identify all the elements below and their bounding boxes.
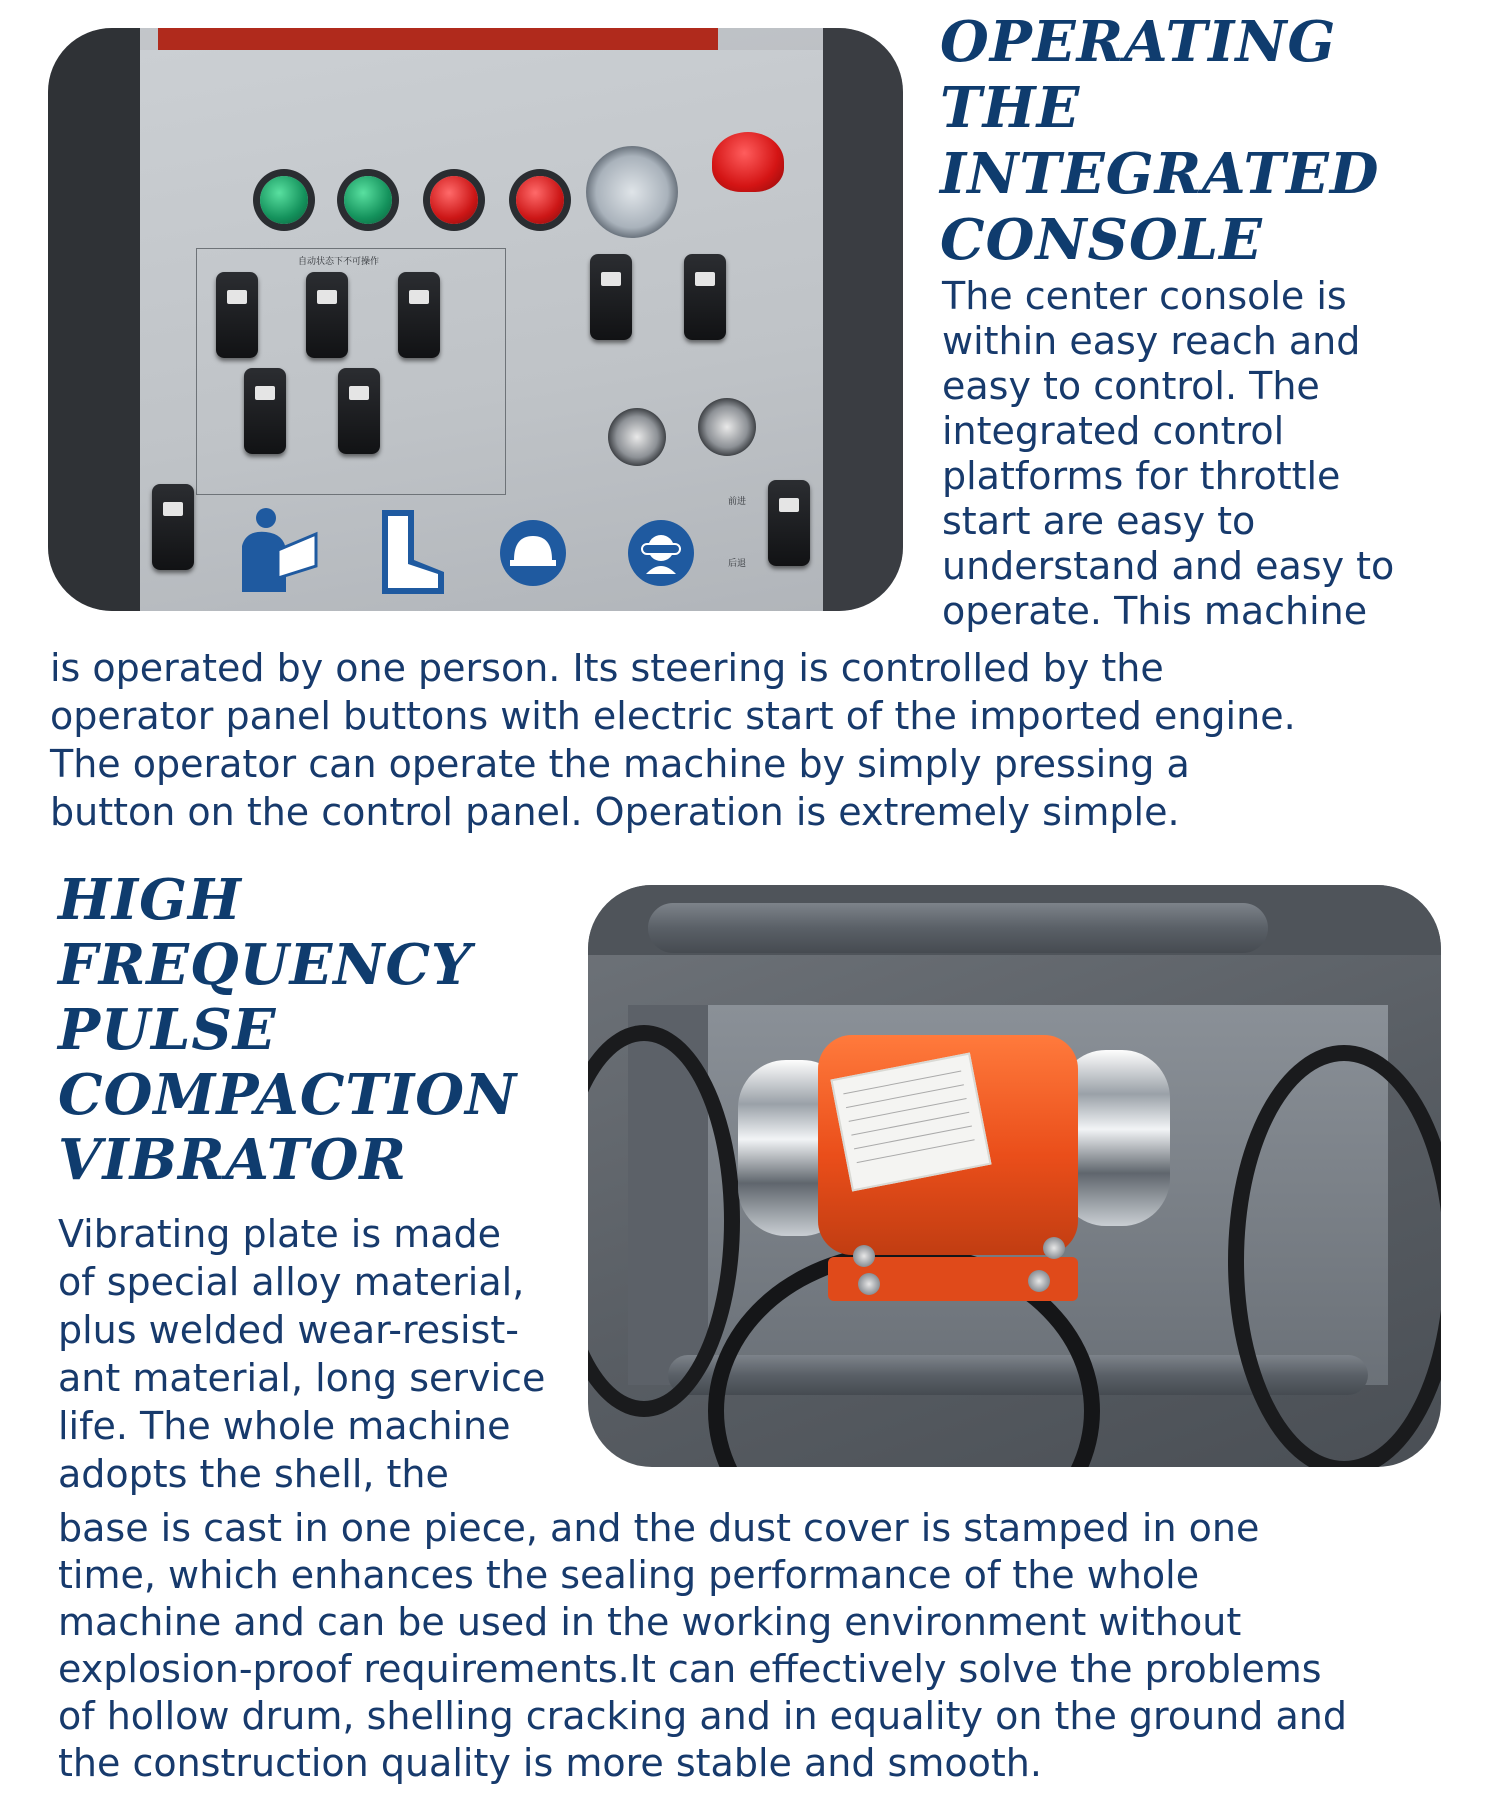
text-line: plus welded wear-resist- bbox=[58, 1308, 519, 1352]
frame-left bbox=[48, 28, 140, 611]
frame-tube-top bbox=[648, 903, 1268, 953]
text-line: life. The whole machine bbox=[58, 1404, 511, 1448]
text-line: integrated control bbox=[942, 409, 1285, 453]
text-line: The operator can operate the machine by simply pressing a bbox=[50, 742, 1190, 786]
panel-sign-reverse: 后退 bbox=[728, 559, 747, 569]
text-line: of hollow drum, shelling cracking and in equality on the ground and bbox=[58, 1694, 1347, 1738]
rocker-switch[interactable] bbox=[338, 368, 380, 454]
text-line: button on the control panel. Operation is extremely simple. bbox=[50, 790, 1180, 834]
green-indicator-light[interactable] bbox=[344, 176, 392, 224]
frame-right bbox=[823, 28, 903, 611]
text-line: is operated by one person. Its steering is controlled by the bbox=[50, 646, 1164, 690]
section1-side-text bbox=[942, 274, 1394, 634]
section2-title-line: PULSE bbox=[58, 997, 277, 1063]
section1-title bbox=[940, 9, 1380, 278]
section1-title-line: CONSOLE bbox=[940, 207, 1263, 273]
helmet-icon bbox=[500, 520, 566, 586]
green-indicator-light[interactable] bbox=[260, 176, 308, 224]
text-line: Vibrating plate is made bbox=[58, 1212, 502, 1256]
goggles-icon bbox=[628, 520, 694, 586]
section2-full-text bbox=[58, 1505, 1347, 1787]
text-line: operate. This machine bbox=[942, 589, 1368, 633]
section2-title-line: VIBRATOR bbox=[58, 1127, 407, 1193]
red-indicator-light[interactable] bbox=[430, 176, 478, 224]
throttle-knob[interactable] bbox=[698, 398, 756, 456]
section1-title-line: OPERATING bbox=[940, 9, 1337, 75]
rocker-switch[interactable] bbox=[244, 368, 286, 454]
mount-bolt bbox=[853, 1245, 875, 1267]
mount-bolt bbox=[1043, 1237, 1065, 1259]
direction-rocker-switch[interactable] bbox=[768, 480, 810, 566]
vibrator-photo bbox=[588, 885, 1441, 1467]
text-line: adopts the shell, the bbox=[58, 1452, 449, 1496]
rocker-switch[interactable] bbox=[684, 254, 726, 340]
rocker-switch[interactable] bbox=[398, 272, 440, 358]
rocker-switch[interactable] bbox=[216, 272, 258, 358]
mount-bolt bbox=[1028, 1270, 1050, 1292]
section1-title-line: INTEGRATED bbox=[940, 141, 1380, 207]
text-line: ant material, long service bbox=[58, 1356, 546, 1400]
text-line: platforms for throttle bbox=[942, 454, 1341, 498]
emergency-stop-button[interactable] bbox=[712, 132, 784, 192]
section2-title-line: COMPACTION bbox=[58, 1062, 518, 1128]
section2-title bbox=[58, 867, 518, 1197]
section2-title-line: HIGH bbox=[58, 867, 242, 933]
text-line: the construction quality is more stable and smooth. bbox=[58, 1741, 1042, 1785]
console-photo bbox=[48, 28, 903, 611]
section1-full-text bbox=[50, 644, 1296, 836]
rocker-switch[interactable] bbox=[306, 272, 348, 358]
section1-title-line: THE bbox=[940, 75, 1081, 141]
panel-sign-forward: 前进 bbox=[728, 497, 747, 507]
text-line: understand and easy to bbox=[942, 544, 1395, 588]
rocker-switch[interactable] bbox=[590, 254, 632, 340]
text-line: of special alloy material, bbox=[58, 1260, 525, 1304]
read-manual-icon bbox=[224, 506, 320, 592]
text-line: time, which enhances the sealing performance of the whole bbox=[58, 1553, 1200, 1597]
panel-sign-auto: 自动状态下不可操作 bbox=[298, 257, 380, 267]
text-line: start are easy to bbox=[942, 499, 1256, 543]
hour-meter-gauge bbox=[586, 146, 678, 238]
mount-bolt bbox=[858, 1273, 880, 1295]
red-indicator-light[interactable] bbox=[516, 176, 564, 224]
text-line: within easy reach and bbox=[942, 319, 1361, 363]
safety-boot-icon bbox=[368, 510, 448, 594]
section2-side-text bbox=[58, 1210, 545, 1498]
section2-title-line: FREQUENCY bbox=[58, 932, 473, 998]
engine-housing bbox=[158, 28, 718, 50]
text-line: operator panel buttons with electric start of the imported engine. bbox=[50, 694, 1296, 738]
rocker-switch[interactable] bbox=[152, 484, 194, 570]
ignition-key-switch[interactable] bbox=[608, 408, 666, 466]
text-line: explosion-proof requirements.It can effectively solve the problems bbox=[58, 1647, 1322, 1691]
text-line: The center console is bbox=[942, 274, 1347, 318]
text-line: base is cast in one piece, and the dust cover is stamped in one bbox=[58, 1506, 1260, 1550]
text-line: machine and can be used in the working environment without bbox=[58, 1600, 1242, 1644]
text-line: easy to control. The bbox=[942, 364, 1320, 408]
